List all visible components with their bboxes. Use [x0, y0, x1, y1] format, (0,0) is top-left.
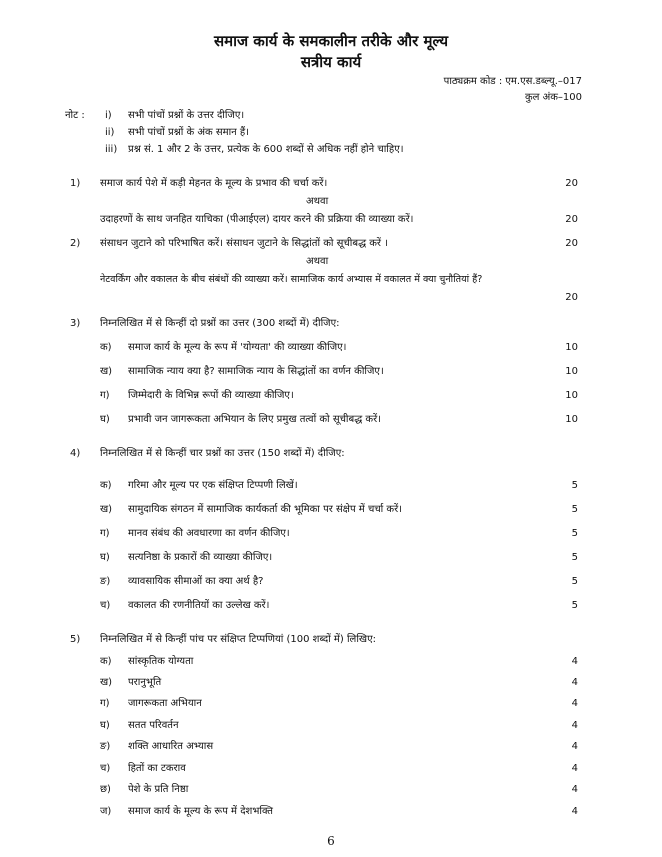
sub-question-text: सामाजिक न्याय क्या है? सामाजिक न्याय के सिद्धांतों का वर्णन कीजिए।: [128, 366, 384, 377]
sub-question-label: ख): [100, 366, 113, 377]
sub-question-marks: 5: [571, 480, 578, 491]
or-separator: अथवा: [306, 256, 329, 267]
question-text: निम्नलिखित में से किन्हीं पांच पर संक्षिप्त टिप्पणियां (100 शब्दों में) लिखिए:: [100, 634, 376, 645]
note-num: ii): [105, 127, 115, 138]
question-number: 1): [70, 178, 81, 189]
sub-question-marks: 5: [571, 600, 578, 611]
sub-question-text: सामुदायिक संगठन में सामाजिक कार्यकर्ता की भूमिका पर संक्षेप में चर्चा करें।: [128, 504, 402, 515]
page-subtitle: सत्रीय कार्य: [300, 53, 362, 71]
sub-question-text: सतत परिवर्तन: [128, 720, 179, 731]
sub-question-text: शक्ति आधारित अभ्यास: [128, 741, 214, 752]
sub-question-marks: 10: [565, 390, 578, 401]
sub-question-marks: 5: [571, 528, 578, 539]
question-alt-text: उदाहरणों के साथ जनहित याचिका (पीआईएल) दायर करने की प्रक्रिया की व्याख्या करें।: [100, 214, 414, 225]
sub-question-marks: 4: [571, 784, 578, 795]
sub-question-label: क): [100, 656, 112, 667]
page-title: समाज कार्य के समकालीन तरीके और मूल्य: [213, 32, 449, 50]
sub-question-text: सत्यनिष्ठा के प्रकारों की व्याख्या कीजिए।: [128, 552, 273, 563]
question-number: 4): [70, 448, 81, 459]
question-alt-marks: 20: [565, 292, 578, 303]
sub-question-marks: 4: [571, 741, 578, 752]
sub-question-label: च): [100, 763, 111, 774]
sub-question-label: क): [100, 342, 112, 353]
sub-question-text: समाज कार्य के मूल्य के रूप में 'योग्यता' की व्याख्या कीजिए।: [128, 342, 347, 353]
question-marks: 20: [565, 178, 578, 189]
sub-question-text: जागरूकता अभियान: [128, 698, 202, 709]
question-alt-text: नेटवर्किंग और वकालत के बीच संबंधों की व्याख्या करें। सामाजिक कार्य अभ्यास में वकालत में क्या चुनौतियां हैं?: [100, 274, 483, 285]
sub-question-label: ख): [100, 677, 113, 688]
sub-question-marks: 5: [571, 504, 578, 515]
note-text: प्रश्न सं. 1 और 2 के उत्तर, प्रत्येक के 600 शब्दों से अधिक नहीं होने चाहिए।: [128, 144, 404, 155]
sub-question-label: ङ): [100, 576, 111, 587]
note-num: iii): [105, 144, 118, 155]
sub-question-marks: 5: [571, 576, 578, 587]
sub-question-text: परानुभूति: [128, 677, 162, 688]
total-marks: कुल अंक–100: [524, 92, 582, 103]
sub-question-label: घ): [100, 414, 110, 425]
sub-question-text: प्रभावी जन जागरूकता अभियान के लिए प्रमुख तत्वों को सूचीबद्ध करें।: [128, 414, 381, 425]
sub-question-label: घ): [100, 552, 110, 563]
sub-question-label: ग): [100, 528, 110, 539]
course-code: पाठ्यक्रम कोड : एम.एस.डब्ल्यू.–017: [443, 76, 582, 87]
note-text: सभी पांचों प्रश्नों के अंक समान हैं।: [128, 127, 249, 138]
note-label: नोट :: [65, 110, 85, 121]
sub-question-text: गरिमा और मूल्य पर एक संक्षिप्त टिप्पणी लिखें।: [128, 480, 298, 491]
note-num: i): [105, 110, 112, 121]
note-text: सभी पांचों प्रश्नों के उत्तर दीजिए।: [128, 110, 245, 121]
page-number: 6: [327, 834, 335, 848]
question-number: 2): [70, 238, 81, 249]
sub-question-marks: 10: [565, 366, 578, 377]
sub-question-label: च): [100, 600, 111, 611]
sub-question-marks: 5: [571, 552, 578, 563]
or-separator: अथवा: [306, 196, 329, 207]
sub-question-label: ग): [100, 390, 110, 401]
question-number: 3): [70, 318, 81, 329]
sub-question-label: ग): [100, 698, 110, 709]
sub-question-label: ख): [100, 504, 113, 515]
sub-question-text: मानव संबंध की अवधारणा का वर्णन कीजिए।: [128, 528, 290, 539]
sub-question-text: सांस्कृतिक योग्यता: [128, 656, 194, 667]
question-text: संसाधन जुटाने को परिभाषित करें। संसाधन जुटाने के सिद्धांतों को सूचीबद्ध करें ।: [100, 238, 388, 249]
sub-question-marks: 4: [571, 806, 578, 817]
sub-question-label: ङ): [100, 741, 111, 752]
question-text: समाज कार्य पेशे में कड़ी मेहनत के मूल्य के प्रभाव की चर्चा करें।: [100, 178, 328, 189]
sub-question-text: वकालत की रणनीतियों का उल्लेख करें।: [128, 600, 270, 611]
sub-question-text: जिम्मेदारी के विभिन्न रूपों की व्याख्या कीजिए।: [128, 390, 294, 401]
sub-question-text: समाज कार्य के मूल्य के रूप में देशभक्ति: [128, 806, 274, 817]
sub-question-text: व्यावसायिक सीमाओं का क्या अर्थ है?: [128, 576, 264, 587]
question-text: निम्नलिखित में से किन्हीं दो प्रश्नों का उत्तर (300 शब्दों में) दीजिए:: [100, 318, 340, 329]
sub-question-marks: 10: [565, 414, 578, 425]
question-number: 5): [70, 634, 81, 645]
sub-question-text: पेशे के प्रति निष्ठा: [128, 784, 189, 795]
sub-question-marks: 4: [571, 698, 578, 709]
sub-question-label: घ): [100, 720, 110, 731]
question-text: निम्नलिखित में से किन्हीं चार प्रश्नों का उत्तर (150 शब्दों में) दीजिए:: [100, 448, 345, 459]
sub-question-marks: 4: [571, 656, 578, 667]
sub-question-label: क): [100, 480, 112, 491]
question-alt-marks: 20: [565, 214, 578, 225]
sub-question-marks: 4: [571, 763, 578, 774]
sub-question-marks: 10: [565, 342, 578, 353]
sub-question-label: ज): [100, 806, 112, 817]
sub-question-text: हितों का टकराव: [128, 763, 186, 774]
sub-question-marks: 4: [571, 720, 578, 731]
sub-question-label: छ): [100, 784, 111, 795]
sub-question-marks: 4: [571, 677, 578, 688]
question-marks: 20: [565, 238, 578, 249]
